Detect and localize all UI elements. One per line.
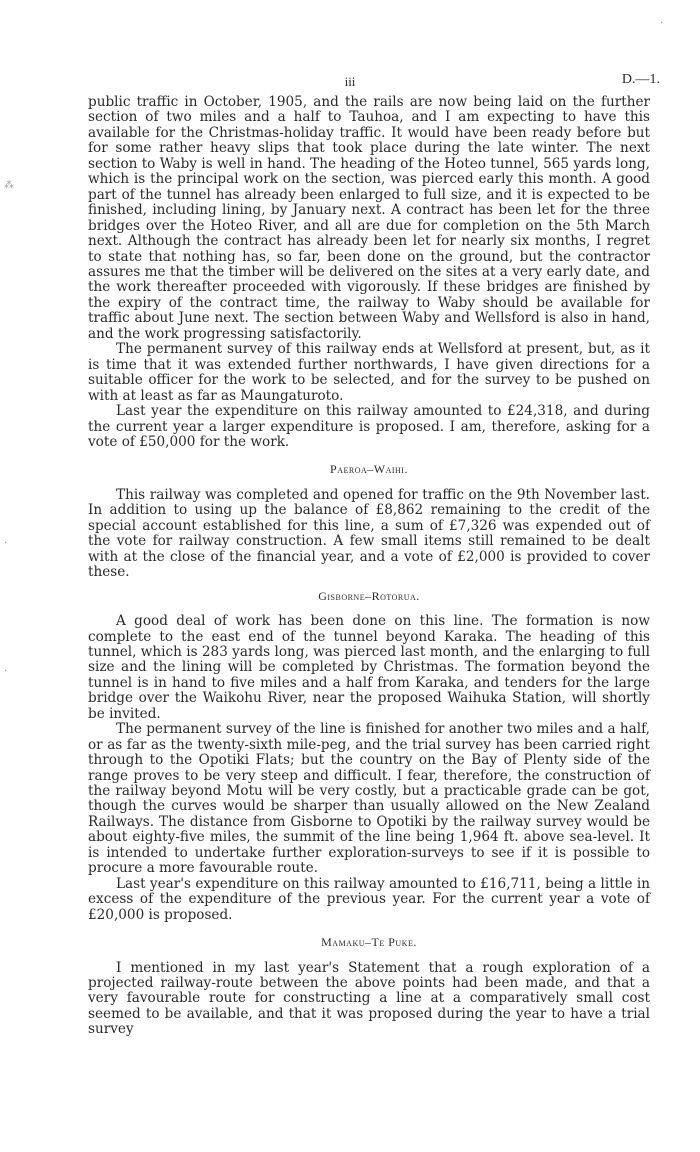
body-paragraph: I mentioned in my last year's Statement that a rough exploration of a projected railway-route between the above points had been made, and that a very favourable route for constructing a line at a comparatively small cost seemed to be available, and that it was proposed during the year to have a trial survey	[88, 959, 650, 1038]
document-body	[88, 95, 650, 1038]
margin-speck-mark: ·	[4, 538, 8, 549]
section-heading: Paeroa–Waihi.	[330, 462, 408, 477]
document-reference: D.—1.	[621, 72, 660, 87]
body-paragraph: The permanent survey of the line is finished for another two miles and a half, or as far as the twenty-sixth mile-peg, and the trial survey has been carried right through to the Opotiki Flats; but the country on the Bay of Plenty side of the range proves to be very steep and difficult. I fear, therefore, the construction of the railway beyond Motu will be very costly, but a practicable grade can be got, though the curves would be sharper than usually allowed on the New Zealand Railways. The distance from Gisborne to Opotiki by the railway survey would be about eighty-five miles, the summit of the line being 1,964 ft. above sea-level. It is intended to undertake further exploration-surveys to see if it is possible to procure a more favourable route.	[88, 721, 650, 877]
section-paeroa-waihi	[88, 462, 650, 580]
page-number: iii	[344, 74, 356, 89]
margin-speck-mark: ⁂	[4, 180, 14, 191]
margin-speck-mark: ·	[660, 18, 664, 29]
body-paragraph: Last year's expenditure on this railway amounted to £16,711, being a little in excess of the expenditure of the previous year. For the current year a vote of £20,000 is proposed.	[88, 875, 650, 923]
margin-speck-mark: ·	[4, 666, 8, 677]
section-continuation	[88, 95, 650, 450]
section-mamaku-te-puke	[88, 935, 650, 1038]
body-paragraph: Last year the expenditure on this railway amounted to £24,318, and during the current year a larger expenditure is proposed. I am, therefore, asking for a vote of £50,000 for the work.	[88, 403, 650, 450]
body-paragraph: This railway was completed and opened for traffic on the 9th November last. In addition to using up the balance of £8,862 remaining to the credit of the special account established for this line, a sum of £7,326 was expended out of the vote for railway construction. A few small items still remained to be dealt with at the close of the financial year, and a vote of £2,000 is provided to cover these.	[88, 486, 650, 581]
body-paragraph: The permanent survey of this railway ends at Wellsford at present, but, as it is time that it was extended further northwards, I have given directions for a suitable officer for the work to be selected, and for the survey to be pushed on with at least as far as Maungaturoto.	[88, 341, 650, 404]
body-paragraph: public traffic in October, 1905, and the rails are now being laid on the further section of two miles and a half to Tauhoa, and I am expecting to have this available for the Christmas-holiday traffic. It would have been ready before but for some rather heavy slips that took place during the late winter. The next section to Waby is well in hand. The heading of the Hoteo tunnel, 565 yards long, which is the principal work on the section, was pierced early this month. A good part of the tunnel has already been enlarged to full size, and it is expected to be finished, including lining, by January next. A contract has been let for the three bridges over the Hoteo River, and all are due for completion on the 5th March next. Although the contract has already been let for nearly six months, I regret to state that nothing has, so far, been done on the ground, but the contractor assures me that the timber will be delivered on the sites at a very early date, and the work thereafter proceeded with vigorously. If these bridges are finished by the expiry of the contract time, the railway to Waby should be available for traffic about June next. The section between Waby and Wellsford is also in hand, and the work progressing satisfactorily.	[88, 94, 650, 342]
body-paragraph: A good deal of work has been done on this line. The formation is now complete to the east end of the tunnel beyond Karaka. The heading of this tunnel, which is 283 yards long, was pierced last month, and the enlarging to full size and the lining will be completed by Christmas. The formation beyond the tunnel is in hand to five miles and a half from Karaka, and tenders for the large bridge over the Waikohu River, near the proposed Waihuka Station, will shortly be invited.	[88, 613, 650, 722]
section-gisborne-rotorua	[88, 589, 650, 924]
section-heading: Mamaku–Te Puke.	[321, 935, 417, 950]
section-heading: Gisborne–Rotorua.	[318, 588, 420, 603]
